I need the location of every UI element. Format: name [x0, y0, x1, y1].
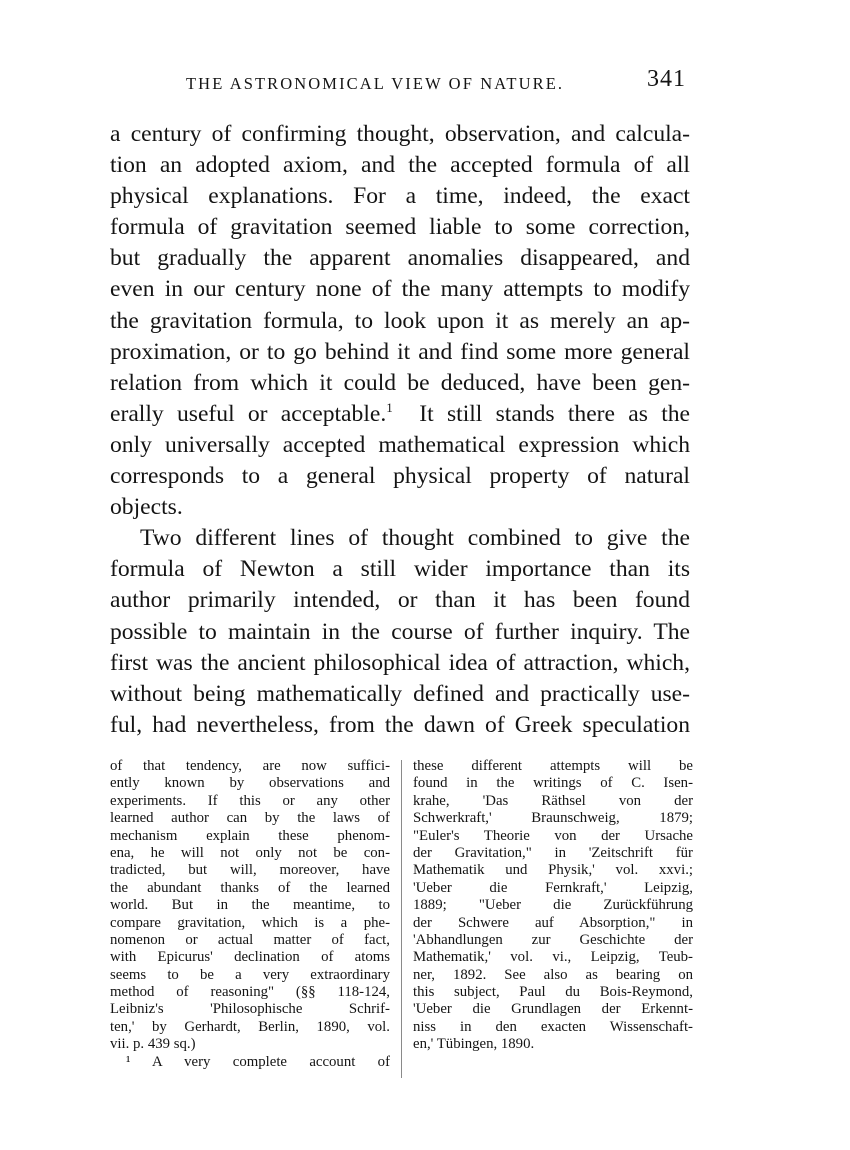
body-line: ful, had nevertheless, from the dawn of Greek speculation	[110, 711, 690, 738]
body-line: formula of Newton a still wider importance than its	[110, 556, 690, 583]
footnote-line: vii. p. 439 sq.)	[110, 1036, 196, 1053]
footnote-line: krahe, 'Das Räthsel von der	[413, 792, 693, 809]
footnote-line: the abundant thanks of the learned	[110, 879, 390, 896]
footnote-line: learned author can by the laws of	[110, 810, 390, 827]
footnote-start-line: ¹ A very complete account of	[126, 1053, 390, 1070]
body-line: without being mathematically defined and practically use-	[110, 680, 690, 707]
footnote-column-left	[110, 758, 390, 1071]
body-line: the gravitation formula, to look upon it as merely an ap-	[110, 307, 690, 334]
body-line: author primarily intended, or than it has been found	[110, 587, 690, 614]
body-line-head: erally useful or acceptable.	[110, 400, 387, 427]
footnote-line: 1889; "Ueber die Zurückführung	[413, 897, 693, 914]
footnote-line: ten,' by Gerhardt, Berlin, 1890, vol.	[110, 1018, 390, 1035]
body-line: a century of confirming thought, observation, and calcula-	[110, 121, 690, 147]
footnote-line: with Epicurus' declination of atoms	[110, 949, 390, 966]
footnote-line: en,' Tübingen, 1890.	[413, 1036, 535, 1053]
footnote-line: Mathematik,' vol. vi., Leipzig, Teub-	[413, 949, 693, 966]
footnote-line: der Gravitation," in 'Zeitschrift für	[413, 844, 693, 861]
footnote-line: nomenon or actual matter of fact,	[110, 931, 390, 948]
paragraph-start-line: Two different lines of thought combined to give the	[140, 525, 690, 552]
footnote-line: tradicted, but will, moreover, have	[110, 862, 390, 879]
footnote-line: "Euler's Theorie von der Ursache	[413, 827, 693, 844]
footnote-line: found in the writings of C. Isen-	[413, 775, 693, 792]
footnote-line: 'Ueber die Fernkraft,' Leipzig,	[413, 879, 693, 896]
body-line-with-footnote	[110, 399, 690, 430]
body-line: corresponds to a general physical property of natural	[110, 463, 690, 490]
body-line: even in our century none of the many attempts to modify	[110, 276, 690, 303]
body-line: first was the ancient philosophical idea of attraction, which,	[110, 649, 690, 676]
footnote-line: experiments. If this or any other	[110, 792, 390, 809]
footnote-line: ner, 1892. See also as bearing on	[413, 966, 693, 983]
footnote-line: Leibniz's 'Philosophische Schrif-	[110, 1001, 390, 1018]
body-line: relation from which it could be deduced, have been gen-	[110, 369, 690, 396]
body-line: possible to maintain in the course of further inquiry. The	[110, 618, 690, 645]
main-text	[110, 119, 690, 741]
footnote-line: 'Ueber die Grundlagen der Erkennt-	[413, 1001, 693, 1018]
footnote-line: ently known by observations and	[110, 775, 390, 792]
footnote-reference: 1	[386, 399, 393, 415]
footnote-line: der Schwere auf Absorption," in	[413, 914, 693, 931]
body-line: objects.	[110, 494, 183, 521]
footnote-line: compare gravitation, which is a phe-	[110, 914, 390, 931]
footnote-line: mechanism explain these phenom-	[110, 827, 390, 844]
footnote-line: niss in den exacten Wissenschaft-	[413, 1018, 693, 1035]
footnote-column-right	[413, 758, 693, 1054]
body-line: but gradually the apparent anomalies disappeared, and	[110, 245, 690, 272]
footnote-line: Schwerkraft,' Braunschweig, 1879;	[413, 810, 693, 827]
footnote-line: seems to be a very extraordinary	[110, 966, 390, 983]
page-header	[110, 66, 690, 98]
body-line: physical explanations. For a time, indeed, the exact	[110, 183, 690, 210]
body-line-tail: It still stands there as the	[419, 400, 690, 427]
footnotes	[110, 758, 696, 1088]
page-number: 341	[647, 66, 686, 92]
column-divider	[401, 760, 402, 1078]
footnote-line: Mathematik und Physik,' vol. xxvi.;	[413, 862, 693, 879]
body-line: only universally accepted mathematical expression which	[110, 431, 690, 458]
body-line: formula of gravitation seemed liable to some correction,	[110, 214, 690, 241]
body-line: proximation, or to go behind it and find some more general	[110, 338, 690, 365]
footnote-line: ena, he will not only not be con-	[110, 844, 390, 861]
footnote-line: method of reasoning" (§§ 118-124,	[110, 984, 390, 1001]
running-head: THE ASTRONOMICAL VIEW OF NATURE.	[186, 74, 565, 93]
footnote-line: of that tendency, are now suffici-	[110, 758, 390, 774]
footnote-line: these different attempts will be	[413, 758, 693, 774]
footnote-line: world. But in the meantime, to	[110, 897, 390, 914]
footnote-line: this subject, Paul du Bois-Reymond,	[413, 984, 693, 1001]
footnote-line: 'Abhandlungen zur Geschichte der	[413, 931, 693, 948]
body-line: tion an adopted axiom, and the accepted formula of all	[110, 152, 690, 179]
